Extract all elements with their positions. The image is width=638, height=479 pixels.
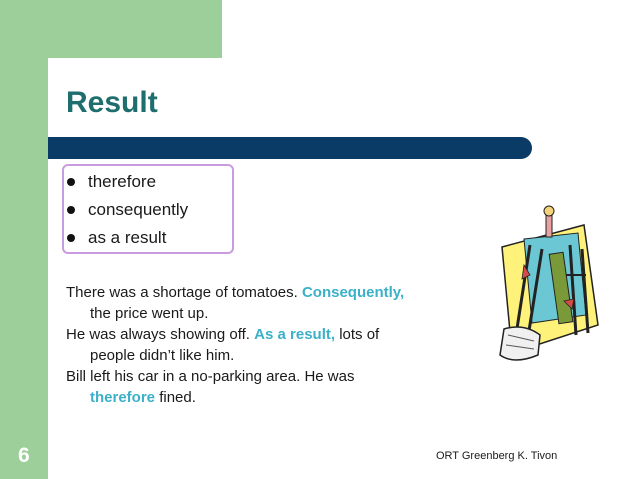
bullet-dot-icon (67, 206, 75, 214)
list-item: consequently (64, 196, 188, 224)
connector-highlight: Consequently, (301, 284, 405, 301)
connector-highlight: As a result, (254, 326, 336, 343)
example-sentence-3: Bill left his car in a no-parking area. He was therefore fined. (66, 368, 355, 406)
slide-number: 6 (18, 444, 30, 467)
broken-leg-crutches-clipart (494, 205, 604, 375)
bullet-dot-icon (67, 234, 75, 242)
example-sentence-2: He was always showing off. As a result, lots of people didn’t like him. (66, 326, 380, 364)
green-accent-left (0, 0, 48, 479)
bullet-dot-icon (67, 178, 75, 186)
slide-title: Result (66, 86, 158, 119)
list-item: therefore (64, 168, 188, 196)
connector-highlight: therefore (90, 389, 156, 406)
footer-text: ORT Greenberg K. Tivon (436, 450, 558, 462)
example-sentence-1: There was a shortage of tomatoes. Consequently, the price went up. (66, 284, 405, 322)
list-item: as a result (64, 224, 188, 252)
bullet-list (64, 168, 188, 252)
title-divider-bar (48, 137, 532, 159)
